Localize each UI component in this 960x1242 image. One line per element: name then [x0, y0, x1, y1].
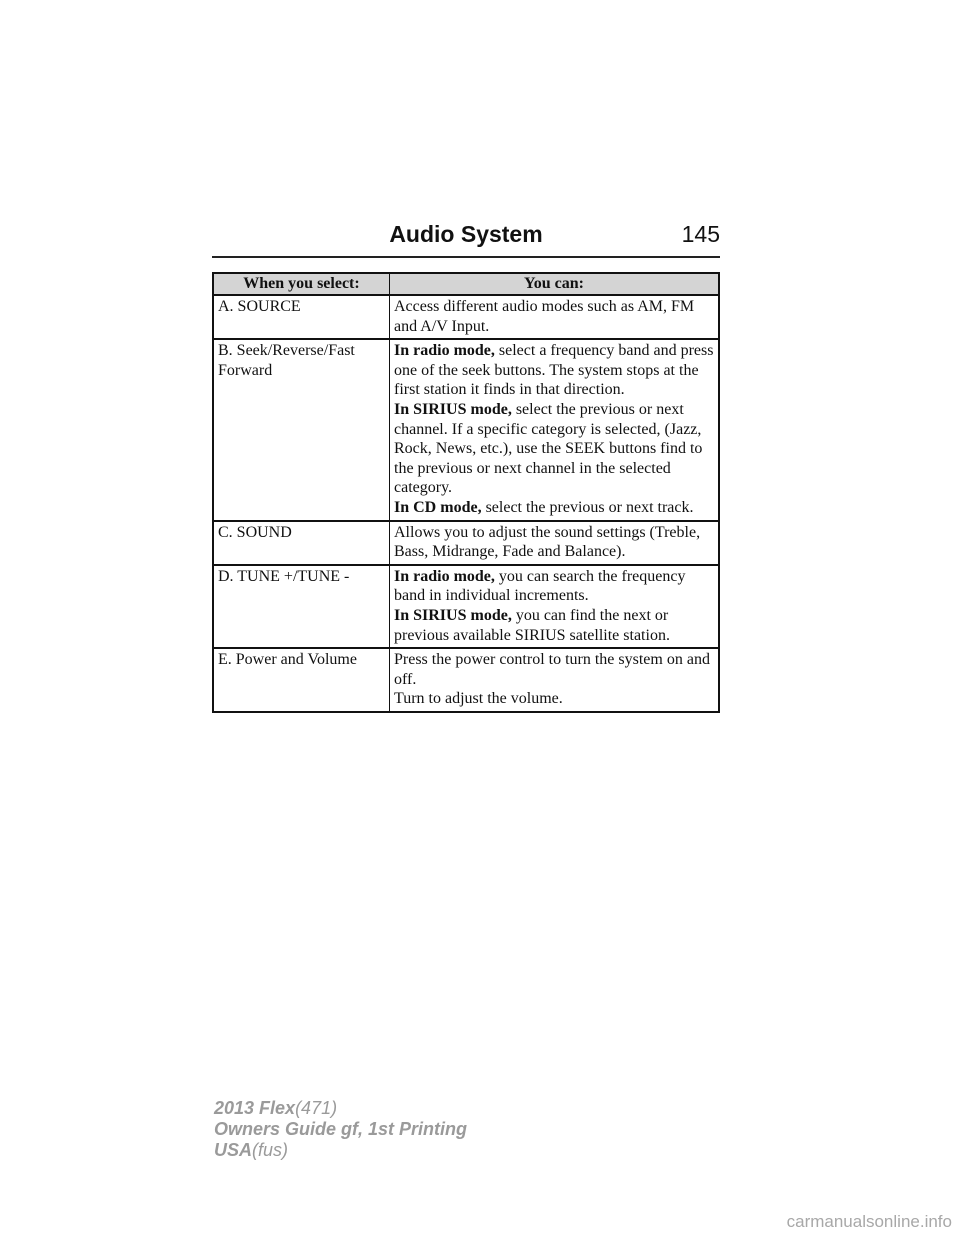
control-description: [390, 339, 720, 520]
description-text: select the previous or next track.: [485, 498, 694, 516]
footer-line: [214, 1098, 467, 1119]
table-row: [213, 295, 719, 339]
control-description: [390, 565, 720, 648]
controls-table: [212, 272, 720, 713]
control-name: A. SOURCE: [213, 295, 390, 339]
description-text: you can search the frequency band in individual increments.: [394, 567, 686, 605]
section-title: Audio System: [389, 221, 543, 247]
market-code: (fus): [252, 1140, 289, 1160]
footer-line: [214, 1140, 467, 1161]
description-text: Allows you to adjust the sound settings (Treble, Bass, Midrange, Fade and Balance).: [394, 523, 701, 561]
page-number: 145: [681, 221, 720, 247]
control-name: D. TUNE +/TUNE -: [213, 565, 390, 648]
control-name: C. SOUND: [213, 521, 390, 565]
control-description: [390, 648, 720, 712]
column-header-can: You can:: [390, 273, 720, 295]
site-watermark: carmanualsonline.info: [786, 1212, 952, 1231]
model-code: (471): [295, 1098, 338, 1118]
description-entry: [394, 498, 714, 518]
footer-line: [214, 1119, 467, 1140]
mode-lead: In CD mode,: [394, 498, 482, 516]
description-text: Turn to adjust the volume.: [394, 690, 563, 708]
table-header-row: [213, 273, 719, 295]
column-header-select: When you select:: [213, 273, 390, 295]
description-entry: [394, 523, 714, 562]
description-text: select a frequency band and press one of the seek buttons. The system stops at the first station it finds in that direction.: [394, 342, 714, 399]
mode-lead: In radio mode,: [394, 342, 495, 360]
market-name: USA: [214, 1140, 253, 1160]
mode-lead: In SIRIUS mode,: [394, 400, 512, 418]
description-entry: [394, 606, 714, 645]
header-rule: [212, 256, 720, 258]
description-text: select the previous or next channel. If a specific category is selected, (Jazz, Rock, News, etc.), use the SEEK buttons find to the previous or next channel in the selected category.: [394, 400, 703, 497]
table-row: [213, 339, 719, 520]
description-entry: [394, 297, 714, 336]
table-row: [213, 648, 719, 712]
description-entry: [394, 567, 714, 606]
table-row: [213, 521, 719, 565]
description-entry: [394, 650, 714, 689]
description-text: you can find the next or previous available SIRIUS satellite station.: [394, 606, 670, 644]
description-entry: [394, 689, 714, 709]
control-description: [390, 521, 720, 565]
model-name: 2013 Flex: [214, 1098, 296, 1118]
control-name: E. Power and Volume: [213, 648, 390, 712]
description-text: Press the power control to turn the system on and off.: [394, 651, 710, 688]
control-description: [390, 295, 720, 339]
print-footer: [214, 1098, 467, 1161]
mode-lead: In SIRIUS mode,: [394, 606, 512, 624]
mode-lead: In radio mode,: [394, 567, 495, 585]
description-entry: [394, 400, 714, 498]
description-entry: [394, 341, 714, 400]
description-text: Access different audio modes such as AM, FM and A/V Input.: [394, 298, 695, 335]
guide-edition: Owners Guide gf, 1st Printing: [214, 1119, 468, 1139]
control-name: B. Seek/Reverse/Fast Forward: [213, 339, 390, 520]
table-row: [213, 565, 719, 648]
